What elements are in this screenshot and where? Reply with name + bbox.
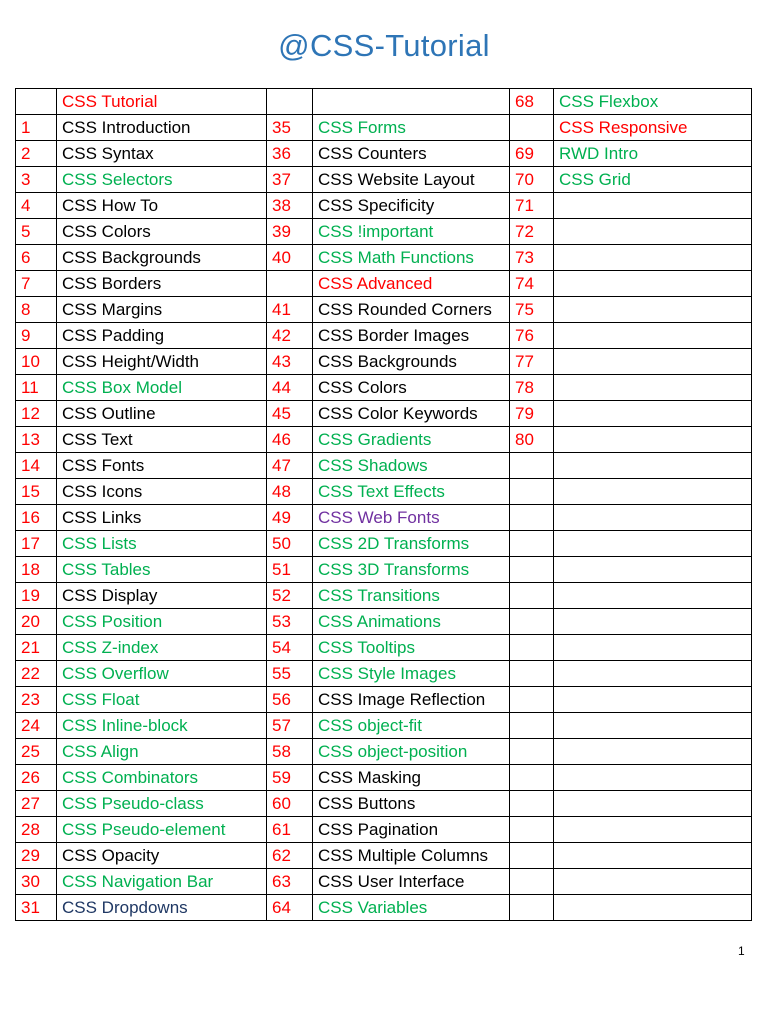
lesson-number-cell: 55 [267, 661, 313, 687]
lesson-number-cell: 45 [267, 401, 313, 427]
lesson-number-cell: 72 [510, 219, 554, 245]
lesson-title-cell: CSS How To [57, 193, 267, 219]
lesson-number-cell: 19 [16, 583, 57, 609]
lesson-title-cell: CSS Z-index [57, 635, 267, 661]
table-row [16, 245, 752, 271]
lesson-title-cell [554, 843, 752, 869]
lesson-number-cell: 25 [16, 739, 57, 765]
lesson-title-cell [554, 791, 752, 817]
table-row [16, 609, 752, 635]
lesson-number-cell: 47 [267, 453, 313, 479]
lesson-title-cell: CSS Math Functions [313, 245, 510, 271]
lesson-number-cell: 78 [510, 375, 554, 401]
lesson-number-cell: 22 [16, 661, 57, 687]
table-row [16, 141, 752, 167]
table-row [16, 193, 752, 219]
lesson-number-cell: 1 [16, 115, 57, 141]
lesson-number-cell: 40 [267, 245, 313, 271]
lesson-number-cell: 8 [16, 297, 57, 323]
lesson-number-cell: 27 [16, 791, 57, 817]
lesson-title-cell: CSS Display [57, 583, 267, 609]
lesson-title-cell [554, 817, 752, 843]
lesson-title-cell: CSS Masking [313, 765, 510, 791]
lesson-title-cell [554, 583, 752, 609]
lesson-title-cell: CSS Dropdowns [57, 895, 267, 921]
lesson-number-cell: 71 [510, 193, 554, 219]
table-row [16, 401, 752, 427]
lesson-number-cell: 37 [267, 167, 313, 193]
lesson-title-cell: CSS Opacity [57, 843, 267, 869]
lesson-title-cell: CSS Rounded Corners [313, 297, 510, 323]
lesson-title-cell: CSS Color Keywords [313, 401, 510, 427]
lesson-number-cell: 75 [510, 297, 554, 323]
lesson-number-cell: 18 [16, 557, 57, 583]
lesson-title-cell: CSS Image Reflection [313, 687, 510, 713]
lesson-title-cell [554, 271, 752, 297]
lesson-number-cell: 28 [16, 817, 57, 843]
table-row [16, 531, 752, 557]
lesson-title-cell: CSS Selectors [57, 167, 267, 193]
lesson-number-cell [510, 739, 554, 765]
lesson-number-cell [510, 791, 554, 817]
lesson-title-cell: CSS Style Images [313, 661, 510, 687]
lesson-title-cell: CSS Introduction [57, 115, 267, 141]
lesson-number-cell [510, 609, 554, 635]
lesson-title-cell: CSS Lists [57, 531, 267, 557]
lesson-number-cell: 54 [267, 635, 313, 661]
lesson-title-cell: CSS Tables [57, 557, 267, 583]
lesson-title-cell: CSS Gradients [313, 427, 510, 453]
lesson-number-cell: 64 [267, 895, 313, 921]
lesson-number-cell [510, 635, 554, 661]
table-row [16, 349, 752, 375]
lesson-title-cell: CSS object-position [313, 739, 510, 765]
lesson-title-cell: CSS Buttons [313, 791, 510, 817]
page-number: 1 [738, 944, 745, 958]
lesson-number-cell: 2 [16, 141, 57, 167]
lesson-title-cell: CSS Advanced [313, 271, 510, 297]
lesson-number-cell [510, 583, 554, 609]
lesson-title-cell [554, 869, 752, 895]
lesson-number-cell: 58 [267, 739, 313, 765]
lesson-number-cell: 42 [267, 323, 313, 349]
lesson-number-cell: 17 [16, 531, 57, 557]
lesson-title-cell [554, 713, 752, 739]
lesson-title-cell: CSS Icons [57, 479, 267, 505]
table-row [16, 765, 752, 791]
lesson-number-cell: 39 [267, 219, 313, 245]
lesson-title-cell [554, 635, 752, 661]
lesson-title-cell: CSS Text [57, 427, 267, 453]
lesson-title-cell: CSS Links [57, 505, 267, 531]
lesson-number-cell: 43 [267, 349, 313, 375]
lesson-title-cell [554, 687, 752, 713]
lesson-title-cell: CSS Inline-block [57, 713, 267, 739]
lesson-title-cell [554, 401, 752, 427]
lesson-title-cell: CSS Multiple Columns [313, 843, 510, 869]
lesson-number-cell: 4 [16, 193, 57, 219]
lesson-number-cell: 5 [16, 219, 57, 245]
lesson-title-cell: CSS Margins [57, 297, 267, 323]
lesson-number-cell: 73 [510, 245, 554, 271]
table-row [16, 895, 752, 921]
table-row [16, 635, 752, 661]
table-row [16, 661, 752, 687]
lesson-number-cell: 61 [267, 817, 313, 843]
table-row [16, 375, 752, 401]
lesson-number-cell: 21 [16, 635, 57, 661]
lesson-title-cell: CSS Pagination [313, 817, 510, 843]
lesson-title-cell: CSS Transitions [313, 583, 510, 609]
lesson-title-cell: CSS Forms [313, 115, 510, 141]
lesson-title-cell: CSS Variables [313, 895, 510, 921]
table-row [16, 843, 752, 869]
table-row [16, 557, 752, 583]
lesson-title-cell [554, 661, 752, 687]
table-row [16, 115, 752, 141]
table-body [16, 89, 752, 921]
lesson-title-cell [554, 323, 752, 349]
lesson-title-cell: CSS Fonts [57, 453, 267, 479]
lesson-number-cell [267, 89, 313, 115]
lesson-title-cell: CSS !important [313, 219, 510, 245]
lesson-title-cell [554, 297, 752, 323]
lesson-number-cell: 12 [16, 401, 57, 427]
lesson-title-cell: CSS Text Effects [313, 479, 510, 505]
lesson-title-cell [554, 479, 752, 505]
lesson-number-cell [510, 479, 554, 505]
lesson-number-cell: 50 [267, 531, 313, 557]
lesson-number-cell [510, 505, 554, 531]
lesson-number-cell: 24 [16, 713, 57, 739]
lesson-number-cell: 68 [510, 89, 554, 115]
lesson-number-cell [16, 89, 57, 115]
lesson-title-cell: CSS Borders [57, 271, 267, 297]
lesson-number-cell: 56 [267, 687, 313, 713]
lesson-title-cell [554, 375, 752, 401]
lesson-title-cell: CSS Padding [57, 323, 267, 349]
lesson-number-cell: 44 [267, 375, 313, 401]
lesson-title-cell: CSS Pseudo-class [57, 791, 267, 817]
lesson-title-cell: CSS Shadows [313, 453, 510, 479]
lesson-number-cell [510, 115, 554, 141]
table-row [16, 323, 752, 349]
lesson-number-cell: 31 [16, 895, 57, 921]
lesson-number-cell: 53 [267, 609, 313, 635]
lesson-number-cell: 7 [16, 271, 57, 297]
lesson-number-cell: 62 [267, 843, 313, 869]
lesson-number-cell [267, 271, 313, 297]
lesson-title-cell [554, 765, 752, 791]
lesson-title-cell [554, 557, 752, 583]
lesson-number-cell [510, 765, 554, 791]
lesson-number-cell: 57 [267, 713, 313, 739]
lesson-title-cell: CSS Tooltips [313, 635, 510, 661]
lesson-number-cell: 69 [510, 141, 554, 167]
lesson-title-cell [554, 193, 752, 219]
lesson-title-cell: CSS 3D Transforms [313, 557, 510, 583]
lesson-title-cell: CSS Align [57, 739, 267, 765]
table-row [16, 817, 752, 843]
lesson-title-cell: CSS Website Layout [313, 167, 510, 193]
lesson-title-cell: CSS Combinators [57, 765, 267, 791]
lesson-title-cell: CSS User Interface [313, 869, 510, 895]
lesson-title-cell: CSS Colors [313, 375, 510, 401]
lesson-number-cell [510, 687, 554, 713]
lesson-title-cell [554, 349, 752, 375]
lesson-title-cell [554, 219, 752, 245]
table-row [16, 505, 752, 531]
lesson-title-cell: CSS Animations [313, 609, 510, 635]
lesson-number-cell: 13 [16, 427, 57, 453]
lesson-title-cell [554, 505, 752, 531]
lesson-title-cell: CSS Syntax [57, 141, 267, 167]
lesson-number-cell: 29 [16, 843, 57, 869]
lesson-number-cell [510, 713, 554, 739]
lesson-title-cell: CSS object-fit [313, 713, 510, 739]
lesson-number-cell [510, 895, 554, 921]
lesson-title-cell: CSS Float [57, 687, 267, 713]
lesson-number-cell [510, 557, 554, 583]
lesson-title-cell [554, 245, 752, 271]
lesson-number-cell [510, 453, 554, 479]
lesson-number-cell: 38 [267, 193, 313, 219]
lesson-title-cell: CSS 2D Transforms [313, 531, 510, 557]
table-row [16, 271, 752, 297]
lesson-number-cell: 35 [267, 115, 313, 141]
table-row [16, 297, 752, 323]
lesson-title-cell [554, 531, 752, 557]
lesson-title-cell: CSS Backgrounds [57, 245, 267, 271]
lesson-number-cell: 46 [267, 427, 313, 453]
lesson-title-cell: CSS Border Images [313, 323, 510, 349]
lesson-number-cell: 3 [16, 167, 57, 193]
lesson-number-cell: 36 [267, 141, 313, 167]
lesson-title-cell: CSS Flexbox [554, 89, 752, 115]
lesson-number-cell: 11 [16, 375, 57, 401]
lesson-number-cell: 51 [267, 557, 313, 583]
lesson-number-cell: 16 [16, 505, 57, 531]
lesson-number-cell [510, 843, 554, 869]
lesson-number-cell: 20 [16, 609, 57, 635]
lesson-number-cell: 15 [16, 479, 57, 505]
table-row [16, 583, 752, 609]
lesson-title-cell: CSS Pseudo-element [57, 817, 267, 843]
tutorial-index-table [15, 88, 752, 921]
lesson-number-cell [510, 661, 554, 687]
table-row [16, 167, 752, 193]
lesson-title-cell: CSS Specificity [313, 193, 510, 219]
lesson-number-cell [510, 869, 554, 895]
lesson-number-cell: 79 [510, 401, 554, 427]
lesson-title-cell [554, 453, 752, 479]
lesson-title-cell: RWD Intro [554, 141, 752, 167]
table-row [16, 453, 752, 479]
lesson-title-cell [554, 427, 752, 453]
table-row [16, 89, 752, 115]
lesson-title-cell: CSS Backgrounds [313, 349, 510, 375]
lesson-number-cell: 52 [267, 583, 313, 609]
lesson-number-cell: 63 [267, 869, 313, 895]
page-title: @CSS-Tutorial [278, 28, 490, 63]
lesson-number-cell: 60 [267, 791, 313, 817]
table-row [16, 427, 752, 453]
lesson-number-cell: 48 [267, 479, 313, 505]
lesson-number-cell: 77 [510, 349, 554, 375]
lesson-title-cell [554, 895, 752, 921]
lesson-number-cell: 9 [16, 323, 57, 349]
table-row [16, 791, 752, 817]
lesson-number-cell: 74 [510, 271, 554, 297]
lesson-number-cell: 23 [16, 687, 57, 713]
lesson-title-cell: CSS Responsive [554, 115, 752, 141]
lesson-title-cell: CSS Overflow [57, 661, 267, 687]
lesson-number-cell: 6 [16, 245, 57, 271]
table-row [16, 869, 752, 895]
lesson-number-cell: 80 [510, 427, 554, 453]
lesson-number-cell: 26 [16, 765, 57, 791]
lesson-title-cell: CSS Grid [554, 167, 752, 193]
lesson-number-cell: 30 [16, 869, 57, 895]
lesson-title-cell: CSS Outline [57, 401, 267, 427]
lesson-number-cell: 10 [16, 349, 57, 375]
table-row [16, 219, 752, 245]
lesson-title-cell: CSS Colors [57, 219, 267, 245]
lesson-title-cell: CSS Position [57, 609, 267, 635]
table-row [16, 479, 752, 505]
lesson-number-cell: 59 [267, 765, 313, 791]
table-row [16, 713, 752, 739]
lesson-title-cell: CSS Web Fonts [313, 505, 510, 531]
lesson-title-cell [554, 609, 752, 635]
lesson-title-cell: CSS Height/Width [57, 349, 267, 375]
lesson-number-cell: 49 [267, 505, 313, 531]
lesson-title-cell: CSS Counters [313, 141, 510, 167]
lesson-number-cell [510, 531, 554, 557]
lesson-number-cell: 14 [16, 453, 57, 479]
lesson-number-cell: 41 [267, 297, 313, 323]
lesson-title-cell [313, 89, 510, 115]
lesson-title-cell [554, 739, 752, 765]
lesson-number-cell: 70 [510, 167, 554, 193]
lesson-title-cell: CSS Box Model [57, 375, 267, 401]
lesson-number-cell [510, 817, 554, 843]
lesson-title-cell: CSS Tutorial [57, 89, 267, 115]
lesson-number-cell: 76 [510, 323, 554, 349]
table-row [16, 739, 752, 765]
lesson-title-cell: CSS Navigation Bar [57, 869, 267, 895]
table-row [16, 687, 752, 713]
